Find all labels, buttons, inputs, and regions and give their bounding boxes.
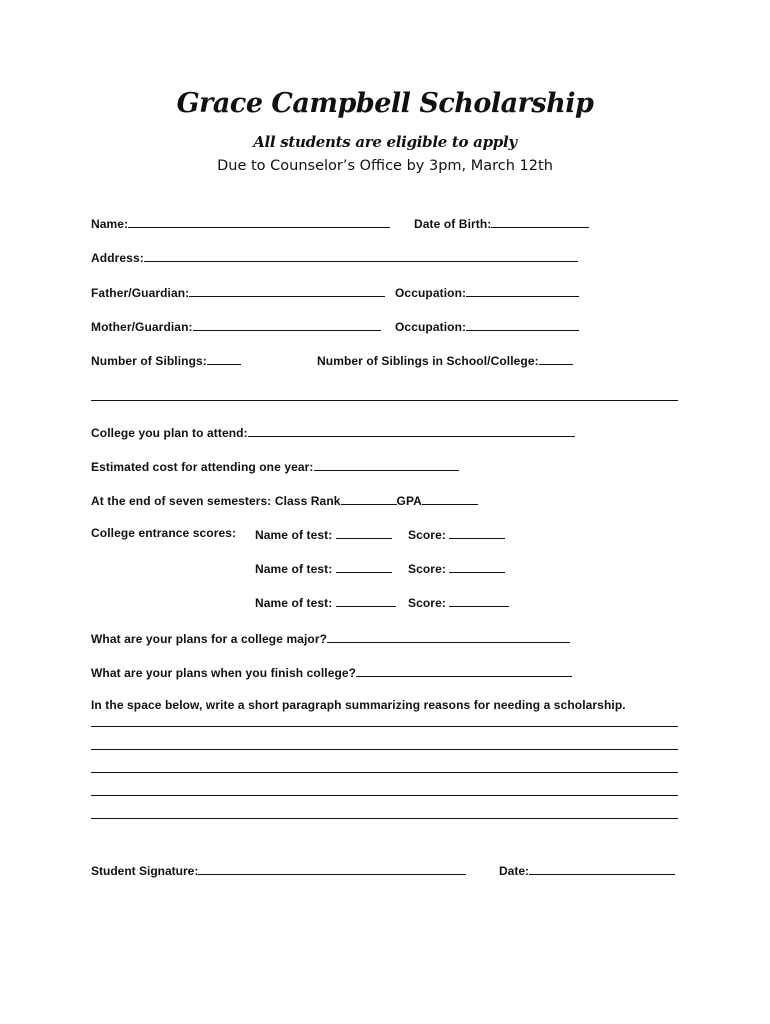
occupation1-label: Occupation: [395,286,467,300]
score3-field[interactable] [449,594,509,607]
occupation1-field[interactable] [466,284,579,297]
score1-row [408,526,505,542]
after-label: What are your plans when you finish college? [91,666,357,680]
score2-field[interactable] [449,560,505,573]
cost-label: Estimated cost for attending one year: [91,460,314,474]
address-field[interactable] [144,249,578,262]
father-field[interactable] [189,284,385,297]
college-label: College you plan to attend: [91,426,248,440]
siblings-school-row [317,352,573,368]
college-row [91,424,575,440]
mother-row [91,318,381,334]
name-label: Name: [91,217,129,231]
score1-field[interactable] [449,526,505,539]
gpa-field[interactable] [422,492,478,505]
mother-field[interactable] [193,318,381,331]
occupation1-row [395,284,579,300]
answer-line[interactable] [91,795,678,796]
due-date-notice: Due to Counselor’s Office by 3pm, March 12th [217,158,553,174]
test1-row [255,526,392,542]
score3-row [408,594,509,610]
gpa-label: GPA [396,494,422,508]
signature-field[interactable] [198,862,466,875]
major-label: What are your plans for a college major? [91,632,328,646]
dob-label: Date of Birth: [414,217,492,231]
form-subtitle: All students are eligible to apply [253,133,517,151]
major-field[interactable] [327,630,570,643]
cost-field[interactable] [314,458,459,471]
answer-line[interactable] [91,749,678,750]
paragraph-prompt: In the space below, write a short paragraph summarizing reasons for needing a scholarship. [91,698,626,712]
date-label: Date: [499,864,530,878]
occupation2-row [395,318,579,334]
occupation2-label: Occupation: [395,320,467,334]
test2-field[interactable] [336,560,392,573]
major-row [91,630,570,646]
section-divider [91,400,678,401]
address-label: Address: [91,251,144,265]
test3-field[interactable] [336,594,396,607]
address-row [91,249,578,265]
rank-field[interactable] [341,492,397,505]
occupation2-field[interactable] [466,318,579,331]
score2-row [408,560,505,576]
siblings-school-field[interactable] [539,352,573,365]
test2-label: Name of test: [255,562,333,576]
after-field[interactable] [356,664,572,677]
date-field[interactable] [529,862,675,875]
date-row [499,862,675,878]
name-field[interactable] [128,215,390,228]
cost-row [91,458,459,474]
siblings-school-label: Number of Siblings in School/College: [317,354,539,368]
form-title: Grace Campbell Scholarship [176,88,594,119]
rank-label: At the end of seven semesters: Class Rank [91,494,341,508]
signature-row [91,862,466,878]
answer-line[interactable] [91,726,678,727]
name-row [91,215,390,231]
rank-row [91,492,478,508]
father-row [91,284,385,300]
entrance-label: College entrance scores: [91,526,237,540]
mother-label: Mother/Guardian: [91,320,193,334]
test1-field[interactable] [336,526,392,539]
dob-row [414,215,589,231]
answer-line[interactable] [91,818,678,819]
score3-label: Score: [408,596,446,610]
test2-row [255,560,392,576]
father-label: Father/Guardian: [91,286,190,300]
answer-line[interactable] [91,772,678,773]
test3-row [255,594,396,610]
score1-label: Score: [408,528,446,542]
siblings-row [91,352,241,368]
test1-label: Name of test: [255,528,333,542]
signature-label: Student Signature: [91,864,199,878]
siblings-field[interactable] [207,352,241,365]
college-field[interactable] [248,424,575,437]
siblings-label: Number of Siblings: [91,354,207,368]
after-row [91,664,572,680]
test3-label: Name of test: [255,596,333,610]
dob-field[interactable] [491,215,589,228]
score2-label: Score: [408,562,446,576]
